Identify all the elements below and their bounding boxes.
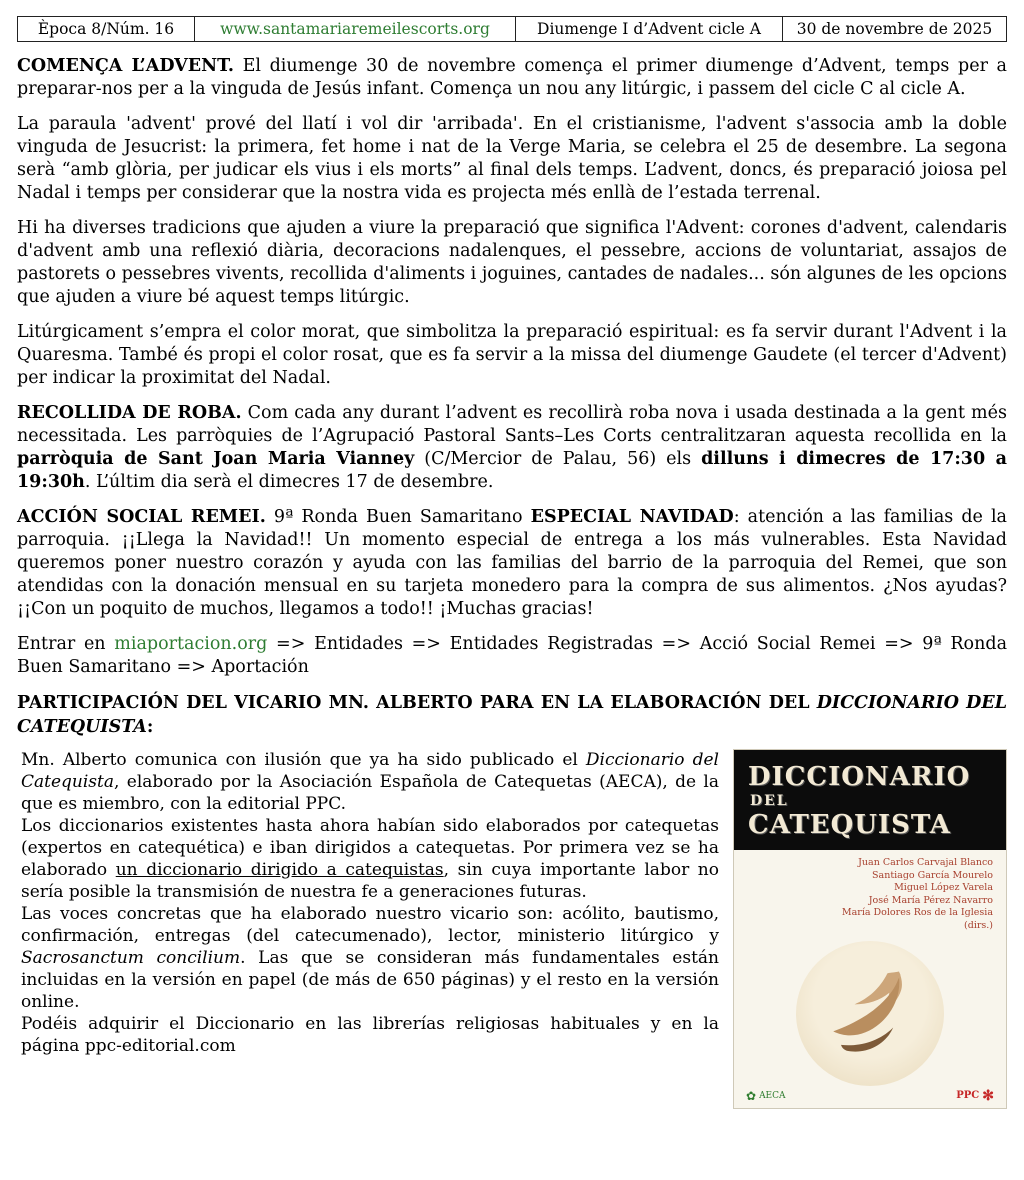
book-cover-art-circle: [796, 941, 944, 1086]
article-advent-traditions: Hi ha diverses tradicions que ajuden a viure la preparació que significa l'Advent: corones d'advent, calendaris d'advent amb una reflexió diària, decoracions nadalenques, el pessebre, accions de voluntariat, assajos de pastorets o pessebres vivents, recollida d'aliments i joguines, cantades de nadales... són algunes de les opcions que ajuden a viure bé aquest temps litúrgic.: [17, 218, 1007, 307]
article-advent-origin: La paraula 'advent' prové del llatí i vol dir 'arribada'. En el cristianisme, l'advent s'associa amb la doble vinguda de Jesucrist: la primera, fet home i nat de la Verge Maria, se celebra el 25 de desembre. La segona serà “amb glòria, per judicar els vius i els morts” al final dels temps. L’advent, doncs, és preparació joiosa pel Nadal i temps per considerar que la nostra vida es projecta més enllà de l’estada terrenal.: [17, 114, 1007, 203]
vicario-p3-text-a: Las voces concretas que ha elaborado nuestro vicario son: acólito, bautismo, confirmación, entregas (del catecumenado), lector, ministerio litúrgico y: [21, 904, 719, 946]
newsletter-page: [17, 16, 1007, 1109]
issue-date: 30 de novembre de 2025: [796, 20, 993, 38]
masthead: [17, 16, 1007, 42]
vicario-p1-text-b: , elaborado por la Asociación Española de Catequetas (AECA), de la que es miembro, con la editorial PPC.: [21, 772, 719, 814]
book-title-line1: DICCIONARIO: [748, 762, 971, 792]
website-link[interactable]: www.santamariaremeilescorts.org: [195, 17, 516, 41]
book-cover: [733, 749, 1007, 1109]
donation-text-2: => Entidades => Entidades Registradas => Acció Social Remei => 9ª Ronda Buen Samaritano => Aportación: [17, 634, 1007, 677]
book-authors-list: [734, 857, 1006, 932]
book-cover-publishers: [734, 1086, 1006, 1108]
article-roba-schedule-bold: dilluns i dimecres de 17:30 a 19:30h: [17, 449, 1007, 492]
vicario-text-column: [17, 749, 719, 1057]
liturgical-day: Diumenge I d’Advent cicle A: [516, 17, 783, 41]
article-recollida-roba: [17, 402, 1007, 494]
book-title-line3: CATEQUISTA: [748, 810, 951, 840]
vicario-p1-book-title-italic: Diccionario del Catequista: [21, 750, 719, 792]
ppc-flower-icon: ✻: [982, 1087, 994, 1104]
vicario-p1-text-a: Mn. Alberto comunica con ilusión que ya ha sido publicado el: [21, 750, 586, 770]
aeca-logo: [746, 1091, 786, 1101]
article-accion-navidad-bold: ESPECIAL NAVIDAD: [530, 507, 734, 527]
vicario-paragraph-1: [21, 749, 719, 815]
article-accion-text-1: 9ª Ronda Buen Samaritano: [273, 507, 531, 527]
article-accion-social: [17, 506, 1007, 621]
vicario-p3-text-b: . Las que se consideran más fundamentales están incluidas en la versión en papel (de más de 650 páginas) y el resto en la versión online.: [21, 948, 720, 1012]
book-title-line2: DEL: [750, 793, 789, 809]
donation-text-1: Entrar en: [17, 634, 115, 654]
book-author: Miguel López Varela: [894, 882, 993, 893]
miaportacion-link[interactable]: miaportacion.org: [114, 634, 268, 654]
article-advent-liturgical-colors: Litúrgicament s’empra el color morat, que simbolitza la preparació espiritual: es fa servir durant l'Advent i la Quaresma. També és propi el color rosat, que es fa servir a la missa del diumenge Gaudete (el tercer d'Advent) per indicar la proximitat del Nadal.: [17, 322, 1007, 388]
article-advent-body: El diumenge 30 de novembre comença el primer diumenge d’Advent, temps per a preparar-nos per a la vinguda de Jesús infant. Comença un nou any litúrgic, i passem del cicle C al cicle A.: [17, 56, 1007, 99]
vicario-heading-colon: :: [146, 717, 154, 737]
article-roba-lead: RECOLLIDA DE ROBA.: [17, 403, 242, 423]
vicario-p3-latin-italic: Sacrosanctum concilium: [21, 948, 241, 968]
donation-instructions: [17, 633, 1007, 679]
article-accion-lead: ACCIÓN SOCIAL REMEI.: [17, 507, 266, 527]
article-roba-text-2: (C/Mercior de Palau, 56) els: [414, 449, 702, 469]
book-authors-dirs: (dirs.): [964, 919, 993, 931]
dove-illustration: [812, 956, 928, 1072]
article-roba-parish-bold: parròquia de Sant Joan Maria Vianney: [17, 449, 415, 469]
vicario-paragraph-4: Podéis adquirir el Diccionario en las librerías religiosas habituales y en la página ppc-editorial.com: [21, 1014, 719, 1056]
vicario-paragraph-3: [21, 903, 719, 1013]
vicario-article: [17, 749, 1007, 1109]
book-cover-title-band: [734, 750, 1006, 850]
article-accion-text-2: : atención a las familias de la parroquia. ¡¡Llega la Navidad!! Un momento especial de entrega a los más vulnerables. Esta Navidad queremos poner nuestro corazón y ayuda con las familias del barrio de la parroquia del Remei, que son atendidas con la donación mensual en su tarjeta monedero para la compra de sus alimentos. ¿Nos ayudas? ¡¡Con un poquito de muchos, llegamos a todo!! ¡Muchas gracias!: [17, 507, 1007, 619]
vicario-paragraph-2: [21, 815, 719, 903]
ppc-label: PPC: [956, 1090, 980, 1101]
article-advent-lead: COMENÇA L’ADVENT.: [17, 56, 234, 76]
aeca-leaf-icon: ✿: [746, 1089, 757, 1103]
book-author: Juan Carlos Carvajal Blanco: [858, 857, 993, 868]
vicario-p2-underlined: un diccionario dirigido a catequistas: [115, 860, 444, 880]
article-advent: [17, 55, 1007, 101]
ppc-logo: [956, 1087, 994, 1104]
book-author: José María Pérez Navarro: [868, 894, 993, 906]
vicario-heading-title-italic: DICCIONARIO DEL CATEQUISTA: [17, 693, 1007, 737]
vicario-heading-text: PARTICIPACIÓN DEL VICARIO MN. ALBERTO PARA EN LA ELABORACIÓN DEL: [17, 693, 817, 713]
vicario-p2-text-a: Los diccionarios existentes hasta ahora habían sido elaborados por catequetas (expertos en catequética) e iban dirigidos a catequetas. Por primera vez se ha elaborado: [21, 816, 719, 880]
article-roba-text-1: Com cada any durant l’advent es recollirà roba nova i usada destinada a la gent més necessitada. Les parròquies de l’Agrupació Pastoral Sants–Les Corts centralitzaran aquesta recollida en la: [17, 403, 1007, 446]
edition-number: Època 8/Núm. 16: [18, 17, 195, 41]
book-author: María Dolores Ros de la Iglesia: [841, 907, 993, 918]
vicario-p2-text-b: , sin cuya importante labor no sería posible la transmisión de nuestra fe a generaciones futuras.: [21, 860, 719, 902]
vicario-heading: [17, 691, 1007, 739]
article-roba-text-3: . L’últim dia serà el dimecres 17 de desembre.: [84, 472, 494, 492]
aeca-label: AECA: [759, 1091, 786, 1101]
book-author: Santiago García Mourelo: [872, 869, 993, 881]
